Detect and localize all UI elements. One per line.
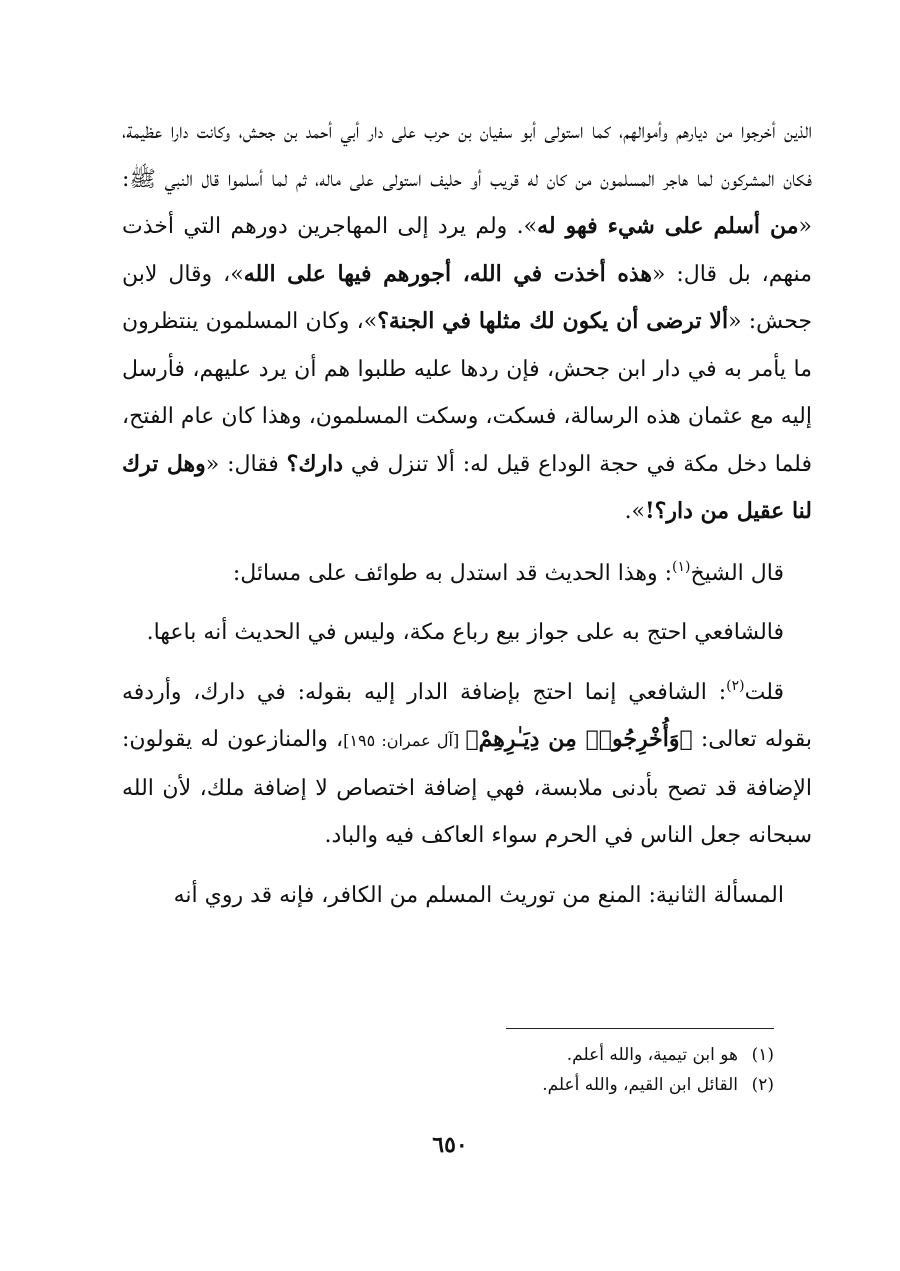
page-number: ٦٥٠	[432, 1132, 468, 1158]
bold-word-darak: دارك؟	[286, 450, 343, 477]
main-text	[122, 108, 812, 919]
footnote-text: القائل ابن القيم، والله أعلم.	[542, 1075, 738, 1095]
footnote-divider	[506, 1028, 774, 1029]
quran-verse: ﴿وَأُخْرِجُوا۟ مِن دِيَـٰرِهِمْ﴾	[465, 726, 693, 752]
paragraph-4: قلت$^{(٢)}$: الشافعي إنما احتج بإضافة الدار إليه بقوله: في دارك، وأردفه بقوله تعالى: ﴿وَأُخْرِجُوا۟ مِن دِيَـٰرِهِمْ﴾ [آل عمران: ١٩٥]، والمنازعون له يقولون: الإضافة قد تصح بأدنى ملابسة، فهي إضافة اختصاص لا إضافة ملك، لأن الله سبحانه جعل الناس في الحرم سواء العاكف فيه والباد.	[122, 677, 812, 848]
hadith-quote-4: وهل ترك لنا عقيل من دار؟!	[122, 450, 812, 524]
hadith-quote-1: من أسلم على شيء فهو له	[537, 213, 799, 239]
footnote-ref-2: (٢)	[726, 677, 745, 694]
footnote-1	[274, 1040, 774, 1070]
footnote-number: (٢)	[751, 1075, 774, 1095]
verse-reference: [آل عمران: ١٩٥]	[343, 731, 466, 750]
hadith-quote-2: هذه أخذت في الله، أجورهم فيها على الله	[243, 260, 652, 287]
footnote-text: هو ابن تيمية، والله أعلم.	[566, 1045, 738, 1065]
footnote-2	[274, 1070, 774, 1100]
paragraph-3: فالشافعي احتج به على جواز بيع رباع مكة، وليس في الحديث أنه باعها.	[146, 620, 784, 645]
paragraph-5: المسألة الثانية: المنع من توريث المسلم من الكافر، فإنه قد روي أنه	[173, 882, 784, 908]
footnote-ref-1: (١)	[672, 558, 691, 575]
footnote-number: (١)	[751, 1045, 774, 1065]
hadith-quote-3: ألا ترضى أن يكون لك مثلها في الجنة؟	[377, 308, 729, 334]
footnotes	[274, 1040, 774, 1100]
paragraph-1: الذين أخرجوا من ديارهم وأموالهم، كما استولى أبو سفيان بن حرب على دار أبي أحمد بن جحش، وكانت دارا عظيمة، فكان المشركون لما هاجر المسلمون من كان له قريب أو حليف استولى على ماله، ثم لما أسلموا قال النبي ﷺ: «من أسلم على شيء فهو له». ولم يرد إلى المهاجرين دورهم التي أخذت منهم، بل قال: «هذه أخذت في الله، أجورهم فيها على الله»، وقال لابن جحش: «ألا ترضى أن يكون لك مثلها في الجنة؟»، وكان المسلمون ينتظرون ما يأمر به في دار ابن جحش، فإن ردها عليه طلبوا هم أن يرد عليهم، فأرسل إليه مع عثمان هذه الرسالة، فسكت، وسكت المسلمون، وهذا كان عام الفتح، فلما دخل مكة في حجة الوداع قيل له: ألا تنزل في دارك؟ فقال: «وهل ترك لنا عقيل من دار؟!».	[122, 119, 813, 524]
paragraph-2: قال الشيخ$^{(١)}$: وهذا الحديث قد استدل به طوائف على مسائل:	[232, 558, 784, 586]
